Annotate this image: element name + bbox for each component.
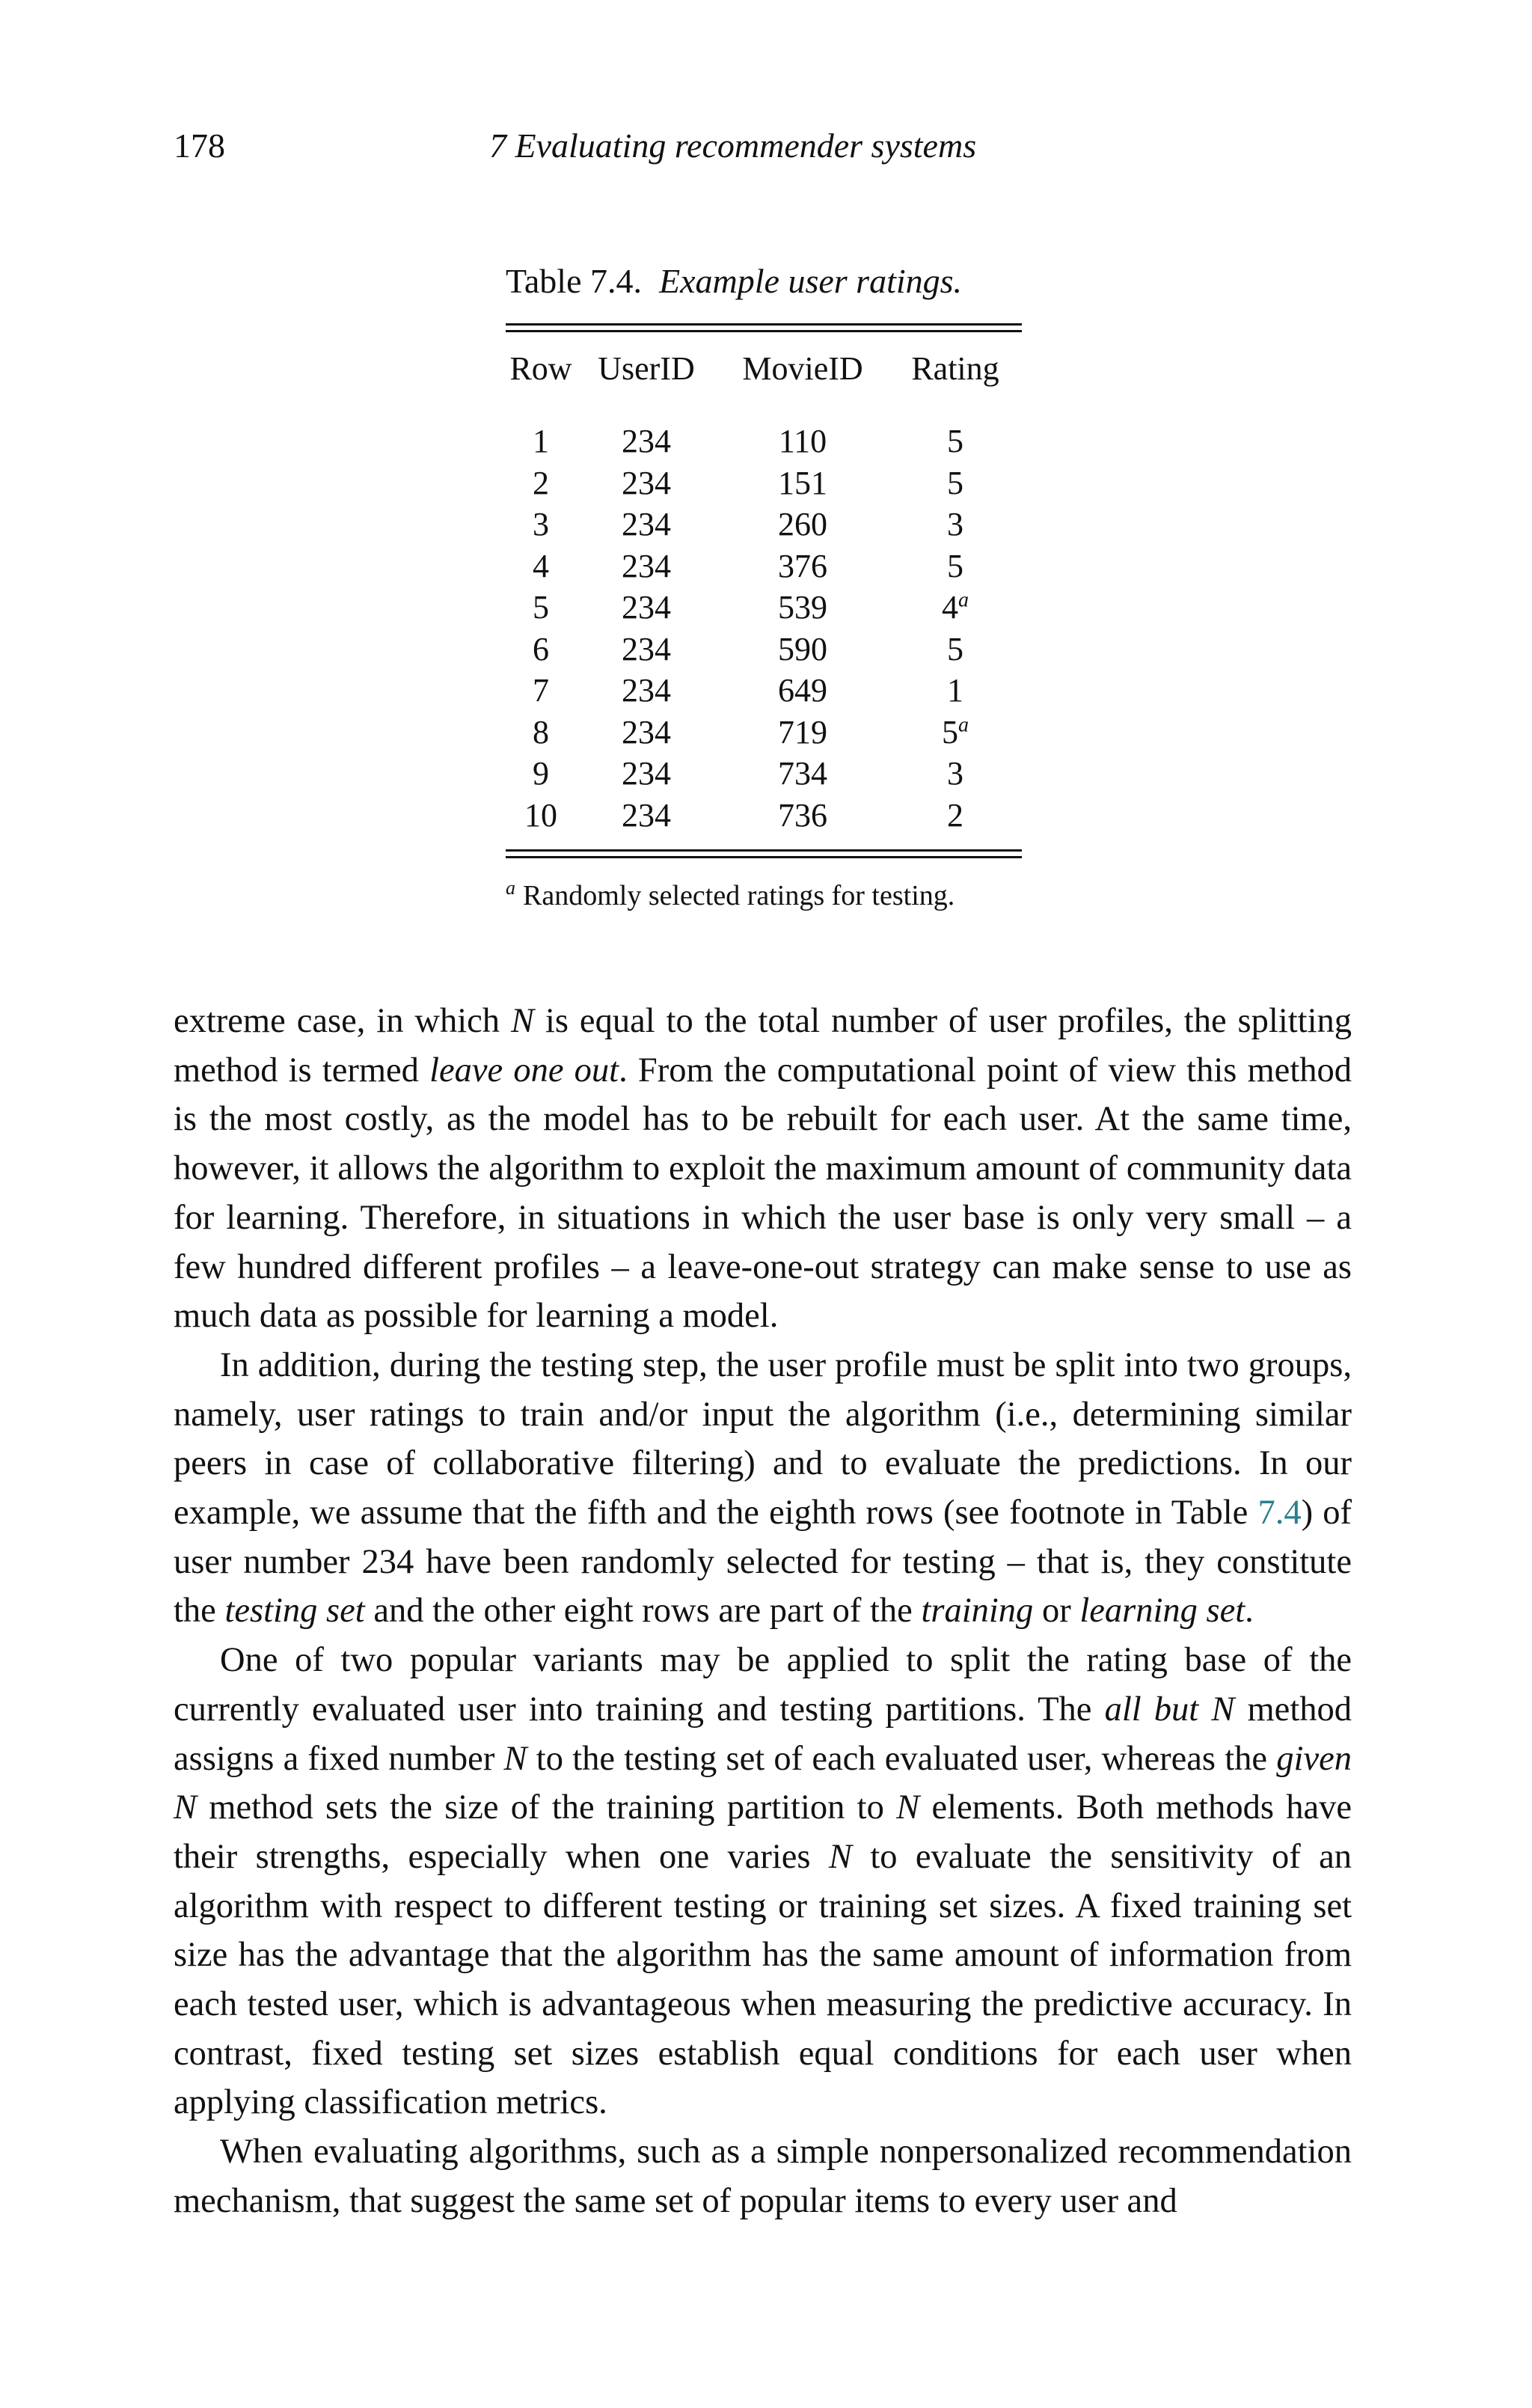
column-header-movieid: MovieID [742,349,863,387]
cell-userid: 234 [622,589,671,626]
cell-row: 4 [533,547,549,584]
rating-footnote-mark: a [958,588,969,612]
paragraph-4: When evaluating algorithms, such as a simple nonpersonalized recommendation mechanism, that suggest the same set of popular items to every user and [174,2133,1352,2220]
table-caption-title: Example user ratings. [659,262,963,300]
table-caption-label: Table 7.4. [506,262,643,300]
cell-row: 9 [533,755,549,792]
paragraph-1: extreme case, in which N is equal to the total number of user profiles, the splitting method is termed leave one out. From the computational point of view this method is the most costly, as the model has to be rebuilt for each user. At the same time, however, it allows the algorithm to exploit the maximum amount of community data for learning. Therefore, in situations in which the user base is only very small – a few hundred different profiles – a leave-one-out strategy can make sense to use as much data as possible for learning a model. [174,1002,1352,1336]
cell-row: 6 [533,630,549,667]
cell-movieid: 539 [778,589,827,626]
cell-rating: 5 [947,423,963,459]
cell-userid: 234 [622,796,671,834]
table-row [506,795,1022,850]
running-header [174,126,1352,171]
cell-rating: 5 [947,547,963,584]
cell-userid: 234 [622,506,671,543]
column-header-rating: Rating [911,349,999,387]
term-learning-set: learning set [1079,1592,1245,1631]
cell-rating: 4$^a$ [942,588,969,626]
term-testing-set: testing set [224,1592,365,1631]
table-body [506,404,1022,849]
cell-movieid: 151 [778,464,827,501]
body-text [174,997,1352,2226]
table-row [506,587,1022,629]
table-row [506,546,1022,587]
cell-row: 3 [533,506,549,543]
table-row [506,712,1022,754]
table-row [506,629,1022,670]
table-row [506,462,1022,504]
page-number: 178 [174,126,225,165]
cell-rating: 3 [947,506,963,543]
term-training: training [921,1592,1034,1631]
term-leave-one-out: leave one out [429,1051,619,1090]
cell-row: 1 [533,423,549,459]
cell-row: 5 [533,589,549,626]
table-row [506,504,1022,546]
ratings-table-block [506,259,1022,912]
cell-rating: 5 [947,464,963,501]
cell-row: 10 [524,796,557,834]
cell-userid: 234 [622,630,671,667]
term-all-but-n: all but N [1104,1690,1235,1729]
footnote-text: Randomly selected ratings for testing. [523,880,955,911]
table-top-rule [506,323,1022,332]
paragraph-2: In addition, during the testing step, the user profile must be split into two groups, namely, user ratings to train and/or input the algorithm (i.e., determining similar peers in case of collaborative filtering) and to evaluate the predictions. In our example, we assume that the fifth and the eighth rows (see footnote in Table 7.4) of user number 234 have been randomly selected for testing – that is, they constitute the testing set and the other eight rows are part of the training or learning set. [174,1345,1352,1631]
table-caption [506,259,1022,304]
cell-rating: 2 [947,796,963,834]
table-bottom-rule [506,849,1022,858]
cell-movieid: 719 [778,713,827,751]
cell-movieid: 110 [778,423,827,459]
cell-row: 8 [533,713,549,751]
cell-userid: 234 [622,464,671,501]
cell-userid: 234 [622,755,671,792]
cell-rating: 5$^a$ [942,712,969,751]
cell-movieid: 590 [778,630,827,667]
table-footnote [506,879,1022,912]
rating-footnote-mark: a [958,712,969,736]
cell-movieid: 649 [778,672,827,709]
column-header-userid: UserID [598,349,695,387]
paragraph-3: One of two popular variants may be applied to split the rating base of the currently evaluated user into training and testing partitions. The all but N method assigns a fixed number N to the testing set of each evaluated user, whereas the given N method sets the size of the training partition to N elements. Both methods have their strengths, especially when one varies N to evaluate the sensitivity of an algorithm with respect to different testing or training set sizes. A fixed training set size has the advantage that the algorithm has the same amount of information from each tested user, which is advantageous when measuring the predictive accuracy. In contrast, fixed testing set sizes establish equal conditions for each user when applying classification metrics. [174,1641,1352,2122]
term-given-n: given N [174,1739,1352,1827]
ratings-table [506,332,1022,849]
cell-movieid: 734 [778,755,827,792]
cell-userid: 234 [622,547,671,584]
table-row [506,404,1022,462]
cell-row: 7 [533,672,549,709]
table-row [506,670,1022,712]
cell-movieid: 376 [778,547,827,584]
cell-rating: 5 [947,630,963,667]
cell-userid: 234 [622,713,671,751]
cell-row: 2 [533,464,549,501]
footnote-mark: a [506,877,515,899]
cell-rating: 3 [947,755,963,792]
column-header-row: Row [509,349,572,387]
table-reference-link[interactable]: 7.4 [1257,1494,1302,1532]
chapter-title: 7 Evaluating recommender systems [489,126,977,165]
cell-movieid: 260 [778,506,827,543]
cell-userid: 234 [622,423,671,459]
cell-movieid: 736 [778,796,827,834]
table-header-row [506,332,1022,404]
cell-userid: 234 [622,672,671,709]
cell-rating: 1 [947,672,963,709]
table-row [506,753,1022,795]
